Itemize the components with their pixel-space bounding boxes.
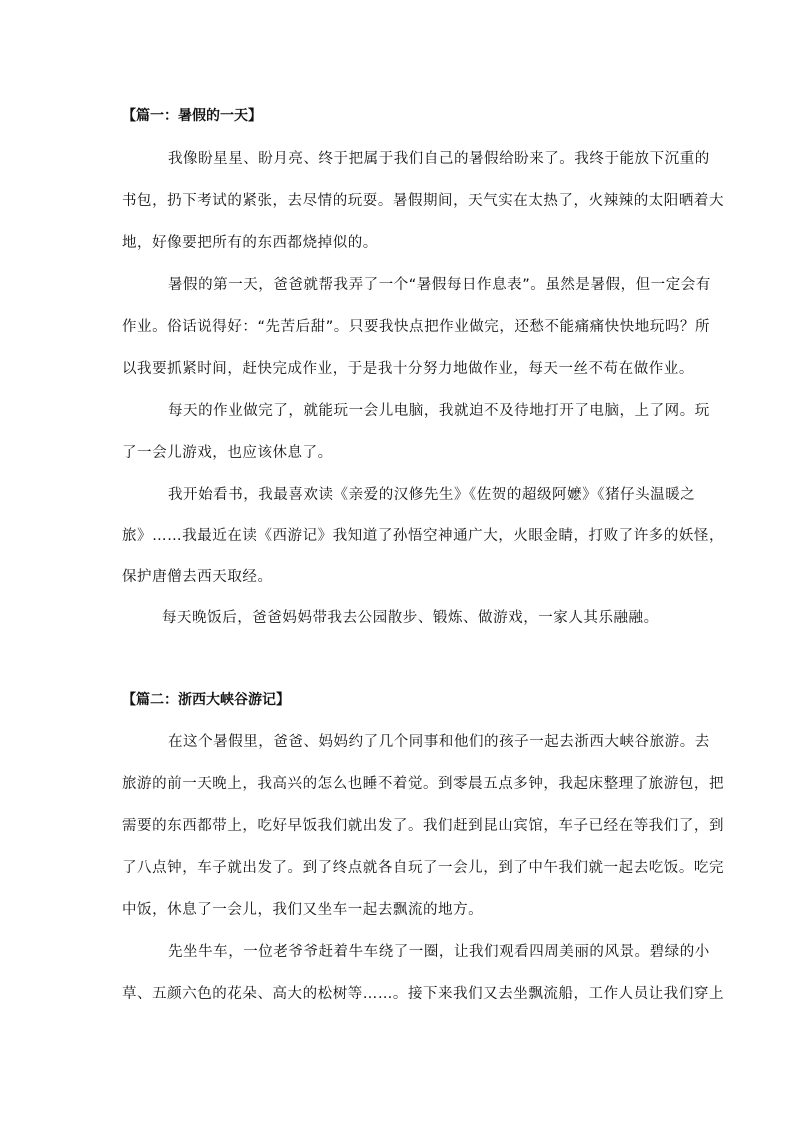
paragraph-line: 保护唐僧去西天取经。 [122,569,273,585]
paragraph-line: 每天晚饭后，爸爸妈妈带我去公园散步、锻炼、做游戏，一家人其乐融融。 [162,610,659,626]
paragraph-line: 作业。俗话说得好：“先苦后甜”。只要我快点把作业做完，还愁不能痛痛快快地玩吗？所 [122,319,711,335]
paragraph-line: 旅游的前一天晚上，我高兴的怎么也睡不着觉。到零晨五点多钟，我起床整理了旅游包，把 [122,776,724,792]
paragraph-line: 在这个暑假里，爸爸、妈妈约了几个同事和他们的孩子一起去浙西大峡谷旅游。去 [168,734,710,750]
paragraph-line: 书包，扔下考试的紧张，去尽情的玩耍。暑假期间，天气实在太热了，火辣辣的太阳晒着大 [122,193,724,209]
paragraph-line: 以我要抓紧时间，赶快完成作业，于是我十分努力地做作业，每天一丝不苟在做作业。 [122,361,694,377]
paragraph-line: 我开始看书，我最喜欢读《亲爱的汉修先生》《佐贺的超级阿嬷》《猪仔头温暖之 [168,487,696,503]
paragraph-line: 地，好像要把所有的东西都烧掉似的。 [122,235,378,251]
paragraph-line: 每天的作业做完了，就能玩一会儿电脑，我就迫不及待地打开了电脑，上了网。玩 [168,403,710,419]
paragraph-line: 了八点钟，车子就出发了。到了终点就各自玩了一会儿，到了中午我们就一起去吃饭。吃完 [122,860,724,876]
paragraph-line: 先坐牛车，一位老爷爷赶着牛车绕了一圈，让我们观看四周美丽的风景。碧绿的小 [168,944,710,960]
paragraph-line: 中饭，休息了一会儿，我们又坐车一起去飘流的地方。 [122,902,484,918]
paragraph-line: 暑假的第一天，爸爸就帮我弄了一个“暑假每日作息表”。虽然是暑假，但一定会有 [168,277,711,293]
paragraph-line: 需要的东西都带上，吃好早饭我们就出发了。我们赶到昆山宾馆，车子已经在等我们了，到 [122,818,724,834]
paragraph-line: 了一会儿游戏，也应该休息了。 [122,445,333,461]
paragraph-line: 旅》……我最近在读《西游记》我知道了孙悟空神通广大，火眼金睛，打败了许多的妖怪， [122,528,724,544]
section-title-2: 【篇二：浙西大峡谷游记】 [122,692,290,708]
paragraph-line: 我像盼星星、盼月亮、终于把属于我们自己的暑假给盼来了。我终于能放下沉重的 [168,151,710,167]
paragraph-line: 草、五颜六色的花朵、高大的松树等……。接下来我们又去坐飘流船，工作人员让我们穿上 [122,986,724,1002]
section-title-1: 【篇一：暑假的一天】 [122,108,262,124]
